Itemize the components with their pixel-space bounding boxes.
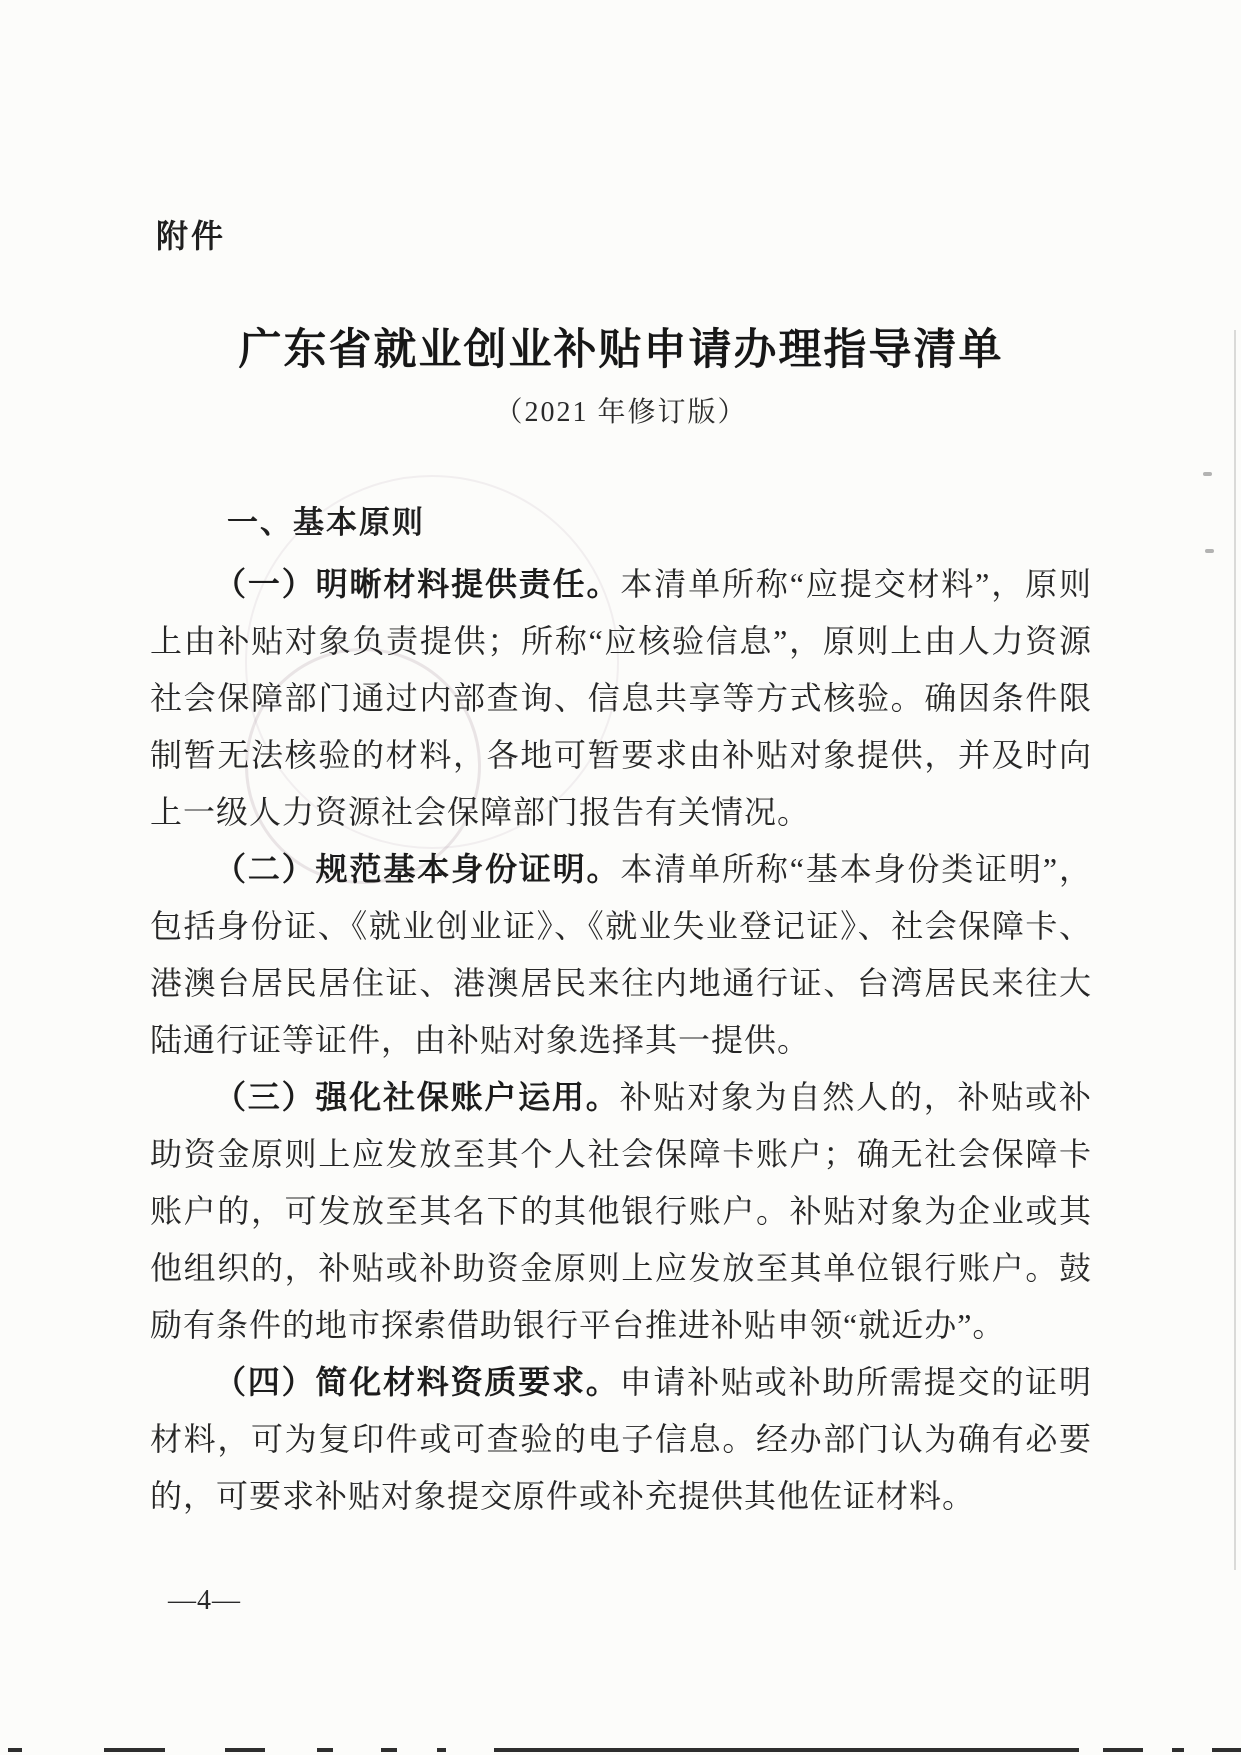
- paragraph-4-body: 申请补贴或补助所需提交的证明材料，可为复印件或可查验的电子信息。经办部门认为确有必要的，可要求补贴对象提交原件或补充提供其他佐证材料。: [150, 1364, 1092, 1514]
- document-subtitle: （2021 年修订版）: [494, 397, 748, 428]
- body-text: [150, 556, 1092, 1525]
- scan-artifact-line: [1103, 1748, 1143, 1752]
- paragraph-2-body: 本清单所称“基本身份类证明”，包括身份证、《就业创业证》、《就业失业登记证》、社会保障卡、港澳台居民居住证、港澳居民来往内地通行证、台湾居民来往大陆通行证等证件，由补贴对象选择其一提供。: [150, 851, 1092, 1058]
- attachment-label: 附件: [156, 218, 227, 254]
- paragraph-3-lead: （三）强化社保账户运用。: [214, 1079, 620, 1115]
- paragraph-2-lead: （二）规范基本身份证明。: [214, 851, 621, 887]
- scan-speck: [1203, 472, 1212, 476]
- scan-speck: [1205, 549, 1214, 553]
- scan-artifact-line: [437, 1748, 446, 1752]
- scan-artifact-line: [494, 1748, 1079, 1752]
- scan-artifact-line: [104, 1748, 165, 1752]
- scan-artifact-line: [8, 1748, 22, 1752]
- paragraph-1-lead: （一）明晰材料提供责任。: [214, 566, 621, 602]
- scan-edge-shadow: [1234, 330, 1236, 1570]
- paragraph-2-identity-certificates: [150, 841, 1092, 1069]
- paragraph-3-social-security-account: [150, 1069, 1092, 1354]
- section-heading-basic-principles: 一、基本原则: [227, 505, 425, 540]
- paragraph-4-lead: （四）简化材料资质要求。: [214, 1364, 620, 1400]
- paragraph-1-body: 本清单所称“应提交材料”，原则上由补贴对象负责提供；所称“应核验信息”，原则上由人力资源社会保障部门通过内部查询、信息共享等方式核验。确因条件限制暂无法核验的材料，各地可暂要求由补贴对象提供，并及时向上一级人力资源社会保障部门报告有关情况。: [150, 566, 1092, 830]
- scan-artifact-line: [381, 1748, 397, 1752]
- paragraph-4-simplified-materials: [150, 1354, 1092, 1525]
- paragraph-3-body: 补贴对象为自然人的，补贴或补助资金原则上应发放至其个人社会保障卡账户；确无社会保障卡账户的，可发放至其名下的其他银行账户。补贴对象为企业或其他组织的，补贴或补助资金原则上应发放至其单位银行账户。鼓励有条件的地市探索借助银行平台推进补贴申领“就近办”。: [150, 1079, 1092, 1343]
- paragraph-1-material-responsibility: [150, 556, 1092, 841]
- page-number: —4—: [168, 1585, 241, 1616]
- scan-artifact-line: [225, 1748, 265, 1752]
- scan-artifact-line: [1212, 1748, 1241, 1752]
- scan-artifact-line: [317, 1748, 333, 1752]
- scan-artifact-line: [1172, 1748, 1184, 1752]
- document-title: 广东省就业创业补贴申请办理指导清单: [238, 327, 1004, 374]
